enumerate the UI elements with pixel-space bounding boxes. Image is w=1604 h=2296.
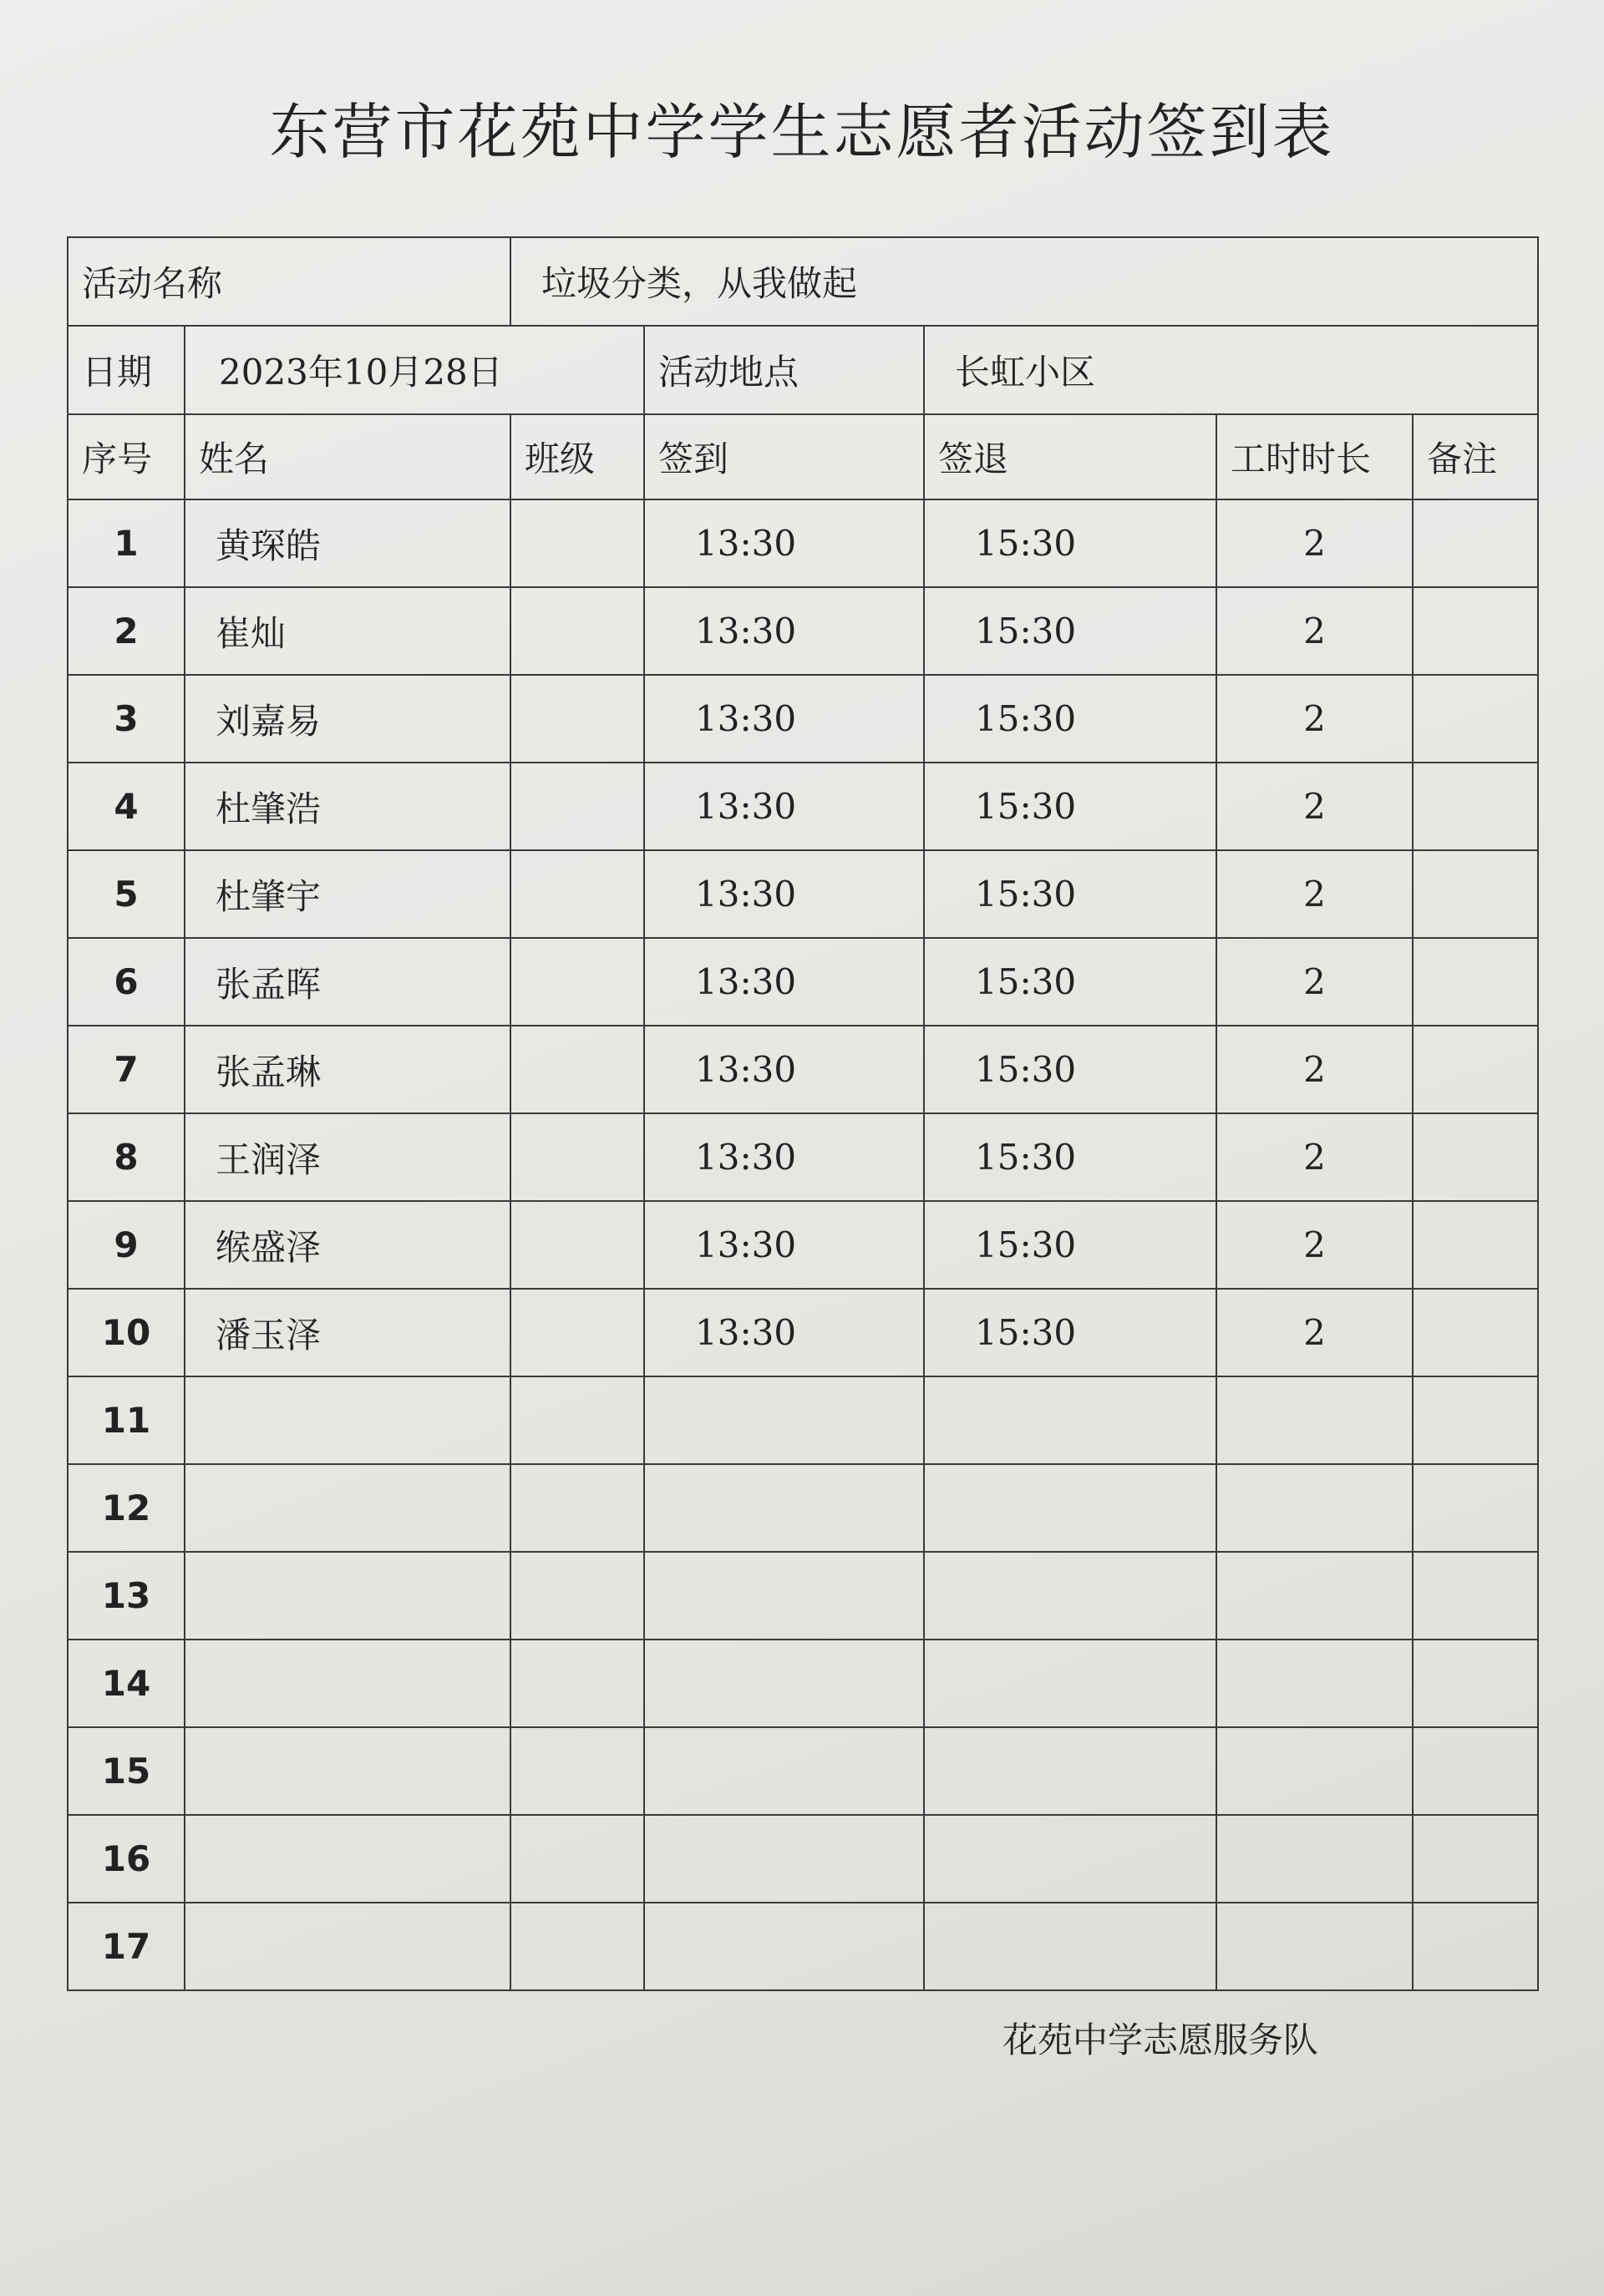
sign-in-cell (644, 1903, 924, 1990)
table-row (68, 1464, 1538, 1552)
sign-in-cell: 13:30 (644, 938, 924, 1026)
column-header: 备注 (1413, 414, 1538, 499)
note-cell (1413, 850, 1538, 938)
hours-cell: 2 (1216, 1026, 1413, 1113)
table-row (68, 850, 1538, 938)
note-cell (1413, 1727, 1538, 1815)
note-cell (1413, 1552, 1538, 1640)
class-cell (510, 763, 644, 850)
sign-in-cell: 13:30 (644, 499, 924, 587)
sign-in-cell (644, 1815, 924, 1903)
row-number: 8 (68, 1113, 185, 1201)
note-cell (1413, 1376, 1538, 1464)
class-cell (510, 1113, 644, 1201)
table-row (68, 675, 1538, 763)
sign-in-cell (644, 1640, 924, 1727)
sign-in-cell (644, 1552, 924, 1640)
row-number: 4 (68, 763, 185, 850)
class-cell (510, 1640, 644, 1727)
sign-out-cell: 15:30 (924, 763, 1216, 850)
row-number: 10 (68, 1289, 185, 1376)
table-row (68, 1289, 1538, 1376)
name-cell: 杜肇宇 (185, 850, 510, 938)
note-cell (1413, 499, 1538, 587)
name-cell (185, 1815, 510, 1903)
table-row (68, 587, 1538, 675)
class-cell (510, 675, 644, 763)
row-number: 15 (68, 1727, 185, 1815)
row-number: 16 (68, 1815, 185, 1903)
sign-in-cell (644, 1464, 924, 1552)
row-number: 1 (68, 499, 185, 587)
class-cell (510, 850, 644, 938)
hours-cell: 2 (1216, 1289, 1413, 1376)
hours-cell (1216, 1903, 1413, 1990)
hours-cell: 2 (1216, 938, 1413, 1026)
activity-name-value: 垃圾分类，从我做起 (510, 237, 1538, 326)
hours-cell (1216, 1464, 1413, 1552)
sign-in-cell: 13:30 (644, 1201, 924, 1289)
column-header: 签到 (644, 414, 924, 499)
sign-out-cell: 15:30 (924, 1201, 1216, 1289)
name-cell (185, 1376, 510, 1464)
hours-cell: 2 (1216, 1201, 1413, 1289)
sign-in-cell: 13:30 (644, 763, 924, 850)
hours-cell (1216, 1727, 1413, 1815)
note-cell (1413, 1464, 1538, 1552)
hours-cell: 2 (1216, 763, 1413, 850)
hours-cell (1216, 1552, 1413, 1640)
location-value: 长虹小区 (924, 326, 1538, 414)
column-header: 工时时长 (1216, 414, 1413, 499)
row-number: 11 (68, 1376, 185, 1464)
name-cell: 黄琛皓 (185, 499, 510, 587)
sign-in-cell: 13:30 (644, 587, 924, 675)
class-cell (510, 1815, 644, 1903)
name-cell: 潘玉泽 (185, 1289, 510, 1376)
column-header: 姓名 (185, 414, 510, 499)
class-cell (510, 499, 644, 587)
class-cell (510, 1552, 644, 1640)
hours-cell: 2 (1216, 850, 1413, 938)
hours-cell (1216, 1815, 1413, 1903)
note-cell (1413, 1026, 1538, 1113)
sign-in-cell: 13:30 (644, 675, 924, 763)
table-row (68, 499, 1538, 587)
sign-out-cell: 15:30 (924, 675, 1216, 763)
column-header: 班级 (510, 414, 644, 499)
name-cell: 崔灿 (185, 587, 510, 675)
table-row (68, 1640, 1538, 1727)
hours-cell: 2 (1216, 675, 1413, 763)
row-number: 6 (68, 938, 185, 1026)
signin-table (67, 236, 1539, 1991)
sign-out-cell (924, 1815, 1216, 1903)
hours-cell: 2 (1216, 587, 1413, 675)
name-cell: 缑盛泽 (185, 1201, 510, 1289)
note-cell (1413, 1815, 1538, 1903)
sign-out-cell (924, 1640, 1216, 1727)
class-cell (510, 1201, 644, 1289)
sign-out-cell: 15:30 (924, 1289, 1216, 1376)
table-row (68, 1026, 1538, 1113)
table-row (68, 1815, 1538, 1903)
row-number: 17 (68, 1903, 185, 1990)
class-cell (510, 1026, 644, 1113)
sign-out-cell: 15:30 (924, 850, 1216, 938)
sign-in-cell: 13:30 (644, 1289, 924, 1376)
class-cell (510, 1289, 644, 1376)
sign-out-cell: 15:30 (924, 499, 1216, 587)
class-cell (510, 1903, 644, 1990)
footer-signature: 花苑中学志愿服务队 (1002, 2020, 1319, 2060)
row-number: 9 (68, 1201, 185, 1289)
table-row (68, 938, 1538, 1026)
sign-in-cell (644, 1376, 924, 1464)
table-row (68, 1552, 1538, 1640)
sign-in-cell: 13:30 (644, 1113, 924, 1201)
note-cell (1413, 1903, 1538, 1990)
sign-in-cell: 13:30 (644, 1026, 924, 1113)
note-cell (1413, 1289, 1538, 1376)
table-row (68, 1113, 1538, 1201)
row-number: 5 (68, 850, 185, 938)
name-cell (185, 1903, 510, 1990)
hours-cell (1216, 1376, 1413, 1464)
hours-cell: 2 (1216, 499, 1413, 587)
note-cell (1413, 763, 1538, 850)
note-cell (1413, 675, 1538, 763)
sign-in-cell (644, 1727, 924, 1815)
sign-out-cell: 15:30 (924, 938, 1216, 1026)
note-cell (1413, 938, 1538, 1026)
name-cell: 杜肇浩 (185, 763, 510, 850)
name-cell (185, 1464, 510, 1552)
activity-name-label: 活动名称 (68, 237, 510, 326)
row-number: 2 (68, 587, 185, 675)
name-cell: 王润泽 (185, 1113, 510, 1201)
page-title: 东营市花苑中学学生志愿者活动签到表 (269, 97, 1335, 167)
table-row (68, 1201, 1538, 1289)
note-cell (1413, 587, 1538, 675)
date-location-row (68, 326, 1538, 414)
sign-in-cell: 13:30 (644, 850, 924, 938)
row-number: 14 (68, 1640, 185, 1727)
hours-cell: 2 (1216, 1113, 1413, 1201)
name-cell (185, 1552, 510, 1640)
column-header-row (68, 414, 1538, 499)
table-row (68, 1903, 1538, 1990)
activity-name-row (68, 237, 1538, 326)
class-cell (510, 1727, 644, 1815)
sign-out-cell (924, 1727, 1216, 1815)
sign-out-cell: 15:30 (924, 1026, 1216, 1113)
name-cell: 张孟琳 (185, 1026, 510, 1113)
note-cell (1413, 1640, 1538, 1727)
sign-out-cell: 15:30 (924, 587, 1216, 675)
name-cell: 张孟晖 (185, 938, 510, 1026)
sign-out-cell (924, 1376, 1216, 1464)
sign-out-cell (924, 1552, 1216, 1640)
note-cell (1413, 1201, 1538, 1289)
table-row (68, 763, 1538, 850)
row-number: 13 (68, 1552, 185, 1640)
date-label: 日期 (68, 326, 185, 414)
location-label: 活动地点 (644, 326, 924, 414)
column-header: 签退 (924, 414, 1216, 499)
class-cell (510, 938, 644, 1026)
sign-out-cell (924, 1903, 1216, 1990)
date-value: 2023年10月28日 (185, 326, 644, 414)
row-number: 7 (68, 1026, 185, 1113)
class-cell (510, 1376, 644, 1464)
sign-out-cell (924, 1464, 1216, 1552)
row-number: 3 (68, 675, 185, 763)
name-cell (185, 1727, 510, 1815)
class-cell (510, 587, 644, 675)
table-row (68, 1376, 1538, 1464)
class-cell (510, 1464, 644, 1552)
name-cell: 刘嘉易 (185, 675, 510, 763)
hours-cell (1216, 1640, 1413, 1727)
name-cell (185, 1640, 510, 1727)
sign-out-cell: 15:30 (924, 1113, 1216, 1201)
row-number: 12 (68, 1464, 185, 1552)
table-row (68, 1727, 1538, 1815)
column-header: 序号 (68, 414, 185, 499)
note-cell (1413, 1113, 1538, 1201)
